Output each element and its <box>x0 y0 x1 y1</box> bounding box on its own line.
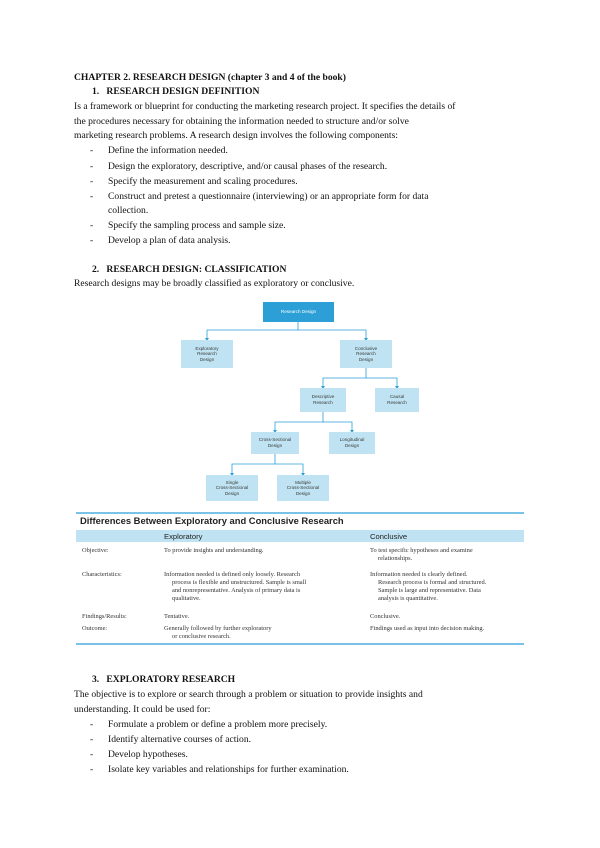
bullet-dash: - <box>90 220 94 231</box>
table-cell: qualitative. <box>172 595 201 602</box>
node-label: Design <box>199 356 215 362</box>
section1-paragraph-line: marketing research problems. A research design involves the following components: <box>74 130 398 141</box>
list-item: Formulate a problem or define a problem more precisely. <box>108 719 328 730</box>
node-label: Design <box>344 443 360 448</box>
list-item: Specify the measurement and scaling procedures. <box>108 176 298 187</box>
table-cell: Information needed is clearly defined. <box>370 571 468 578</box>
node-label: Cross-Sectional <box>215 485 249 491</box>
section2-paragraph: Research designs may be broadly classified as exploratory or conclusive. <box>74 278 355 289</box>
table-cell: Information needed is defined only loosely. Research <box>164 571 301 578</box>
section3-heading: 3. EXPLORATORY RESEARCH <box>92 674 236 685</box>
node-label: Conclusive <box>354 345 378 351</box>
section1-paragraph-line: the procedures necessary for obtaining the information needed to structure and/or solve <box>74 116 409 127</box>
section2-heading: 2. RESEARCH DESIGN: CLASSIFICATION <box>92 264 287 275</box>
list-item: Isolate key variables and relationships for further examination. <box>108 764 349 775</box>
bullet-dash: - <box>90 145 94 156</box>
node-label: Research <box>356 351 376 357</box>
bullet-dash: - <box>90 191 94 202</box>
node-label: Research <box>313 400 333 405</box>
chapter-title: CHAPTER 2. RESEARCH DESIGN (chapter 3 and 4 of the book) <box>74 72 346 83</box>
node-label: Single <box>225 479 239 485</box>
list-item: Design the exploratory, descriptive, and/or causal phases of the research. <box>108 161 388 172</box>
node-label: Design <box>224 490 240 496</box>
list-item: Identify alternative courses of action. <box>108 734 252 745</box>
list-item: Construct and pretest a questionnaire (interviewing) or an appropriate form for data <box>108 191 429 202</box>
bullet-dash: - <box>90 235 94 246</box>
table-row-label: Characteristics: <box>82 571 122 578</box>
node-label: Descriptive <box>311 394 335 400</box>
table-cell: and nonrepresentative. Analysis of primary data is <box>172 587 301 594</box>
list-item: Specify the sampling process and sample size. <box>108 220 286 231</box>
bullet-dash: - <box>90 176 94 187</box>
table-cell: To test specific hypotheses and examine <box>370 547 473 554</box>
table-cell: Findings used as input into decision making. <box>370 625 485 632</box>
list-item: Develop hypotheses. <box>108 749 188 760</box>
table-cell: process is flexible and unstructured. Sample is small <box>172 579 307 586</box>
bullet-dash: - <box>90 749 94 760</box>
node-label: Design <box>295 490 311 496</box>
table-header-exploratory: Exploratory <box>164 532 203 541</box>
node-label: Multiple <box>295 479 311 485</box>
section3-paragraph-line: The objective is to explore or search through a problem or situation to provide insights and <box>74 689 423 700</box>
list-item-continued: collection. <box>108 205 149 216</box>
table-cell: Sample is large and representative. Data <box>378 587 481 594</box>
node-label: Research <box>387 400 407 405</box>
table-row-label: Objective: <box>82 547 109 554</box>
node-label: Exploratory <box>195 345 219 351</box>
node-label: Cross-Sectional <box>286 485 320 491</box>
table-cell: To provide insights and understanding. <box>164 547 264 554</box>
list-item: Define the information needed. <box>108 145 228 156</box>
table-cell: Generally followed by further exploratory <box>164 625 272 632</box>
node-label: Design <box>267 443 283 448</box>
section3-paragraph-line: understanding. It could be used for: <box>74 704 211 715</box>
table-cell: Conclusive. <box>370 613 401 620</box>
bullet-dash: - <box>90 161 94 172</box>
section1-heading: 1. RESEARCH DESIGN DEFINITION <box>92 86 260 97</box>
list-item: Develop a plan of data analysis. <box>108 235 231 246</box>
table-cell: analysis is quantitative. <box>378 595 438 602</box>
node-label: Research Design <box>280 309 317 315</box>
table-title: Differences Between Exploratory and Conclusive Research <box>80 515 344 526</box>
table-row-label: Outcome: <box>82 625 108 632</box>
node-label: Cross-Sectional <box>258 437 292 443</box>
node-label: Research <box>197 351 217 357</box>
table-header-conclusive: Conclusive <box>370 532 408 541</box>
table-cell: relationships. <box>378 555 413 562</box>
table-cell: Research process is formal and structured. <box>378 579 487 586</box>
table-row-label: Findings/Results: <box>82 613 127 620</box>
node-label: Design <box>358 356 374 362</box>
bullet-dash: - <box>90 719 94 730</box>
table-cell: Tentative. <box>164 613 190 620</box>
node-label: Causal <box>389 394 405 400</box>
bullet-dash: - <box>90 764 94 775</box>
section1-paragraph-line: Is a framework or blueprint for conducting the marketing research project. It specifies the details of <box>74 101 456 112</box>
bullet-dash: - <box>90 734 94 745</box>
node-label: Longitudinal <box>339 437 365 443</box>
table-cell: or conclusive research. <box>172 633 231 640</box>
